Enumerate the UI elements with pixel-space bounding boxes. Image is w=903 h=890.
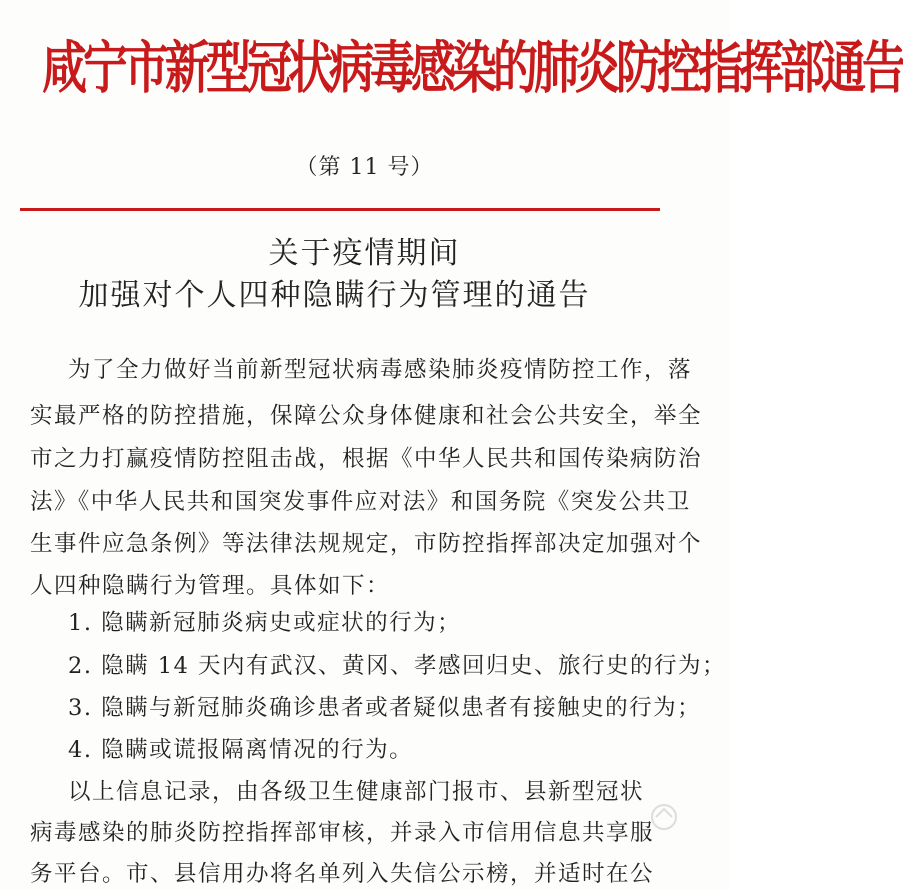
list-item-2: 2. 隐瞒 14 天内有武汉、黄冈、孝感回归史、旅行史的行为； xyxy=(68,653,727,679)
body-paragraph-line: 人四种隐瞒行为管理。具体如下： xyxy=(30,573,391,599)
body-paragraph-line: 病毒感染的肺炎防控指挥部审核，并录入市信用信息共享服 xyxy=(30,820,655,846)
list-item-4: 4. 隐瞒或谎报隔离情况的行为。 xyxy=(68,737,414,763)
list-item-3: 3. 隐瞒与新冠肺炎确诊患者或者疑似患者有接触史的行为； xyxy=(68,695,702,721)
body-paragraph-line: 为了全力做好当前新型冠状病毒感染肺炎疫情防控工作，落 xyxy=(68,357,693,383)
notice-title-line-1: 关于疫情期间 xyxy=(268,236,461,271)
document-number: （第 11 号） xyxy=(295,155,434,180)
watermark-logo-icon xyxy=(640,795,720,855)
body-paragraph-line: 实最严格的防控措施，保障公众身体健康和社会公共安全，举全 xyxy=(30,403,703,429)
notice-title-line-2: 加强对个人四种隐瞒行为管理的通告 xyxy=(78,278,591,313)
body-paragraph-line: 法》《中华人民共和国突发事件应对法》和国务院《突发公共卫 xyxy=(30,489,691,515)
body-paragraph-line: 以上信息记录，由各级卫生健康部门报市、县新型冠状 xyxy=(68,779,645,805)
body-paragraph-line: 务平台。市、县信用办将名单列入失信公示榜，并适时在公 xyxy=(30,861,655,887)
red-divider-line xyxy=(20,208,660,211)
body-paragraph-line: 市之力打赢疫情防控阻击战，根据《中华人民共和国传染病防治 xyxy=(30,446,703,472)
list-item-1: 1. 隐瞒新冠肺炎病史或症状的行为； xyxy=(68,610,462,636)
red-header-title: 咸宁市新型冠状病毒感染的肺炎防控指挥部通告 xyxy=(42,34,903,101)
body-paragraph-line: 生事件应急条例》等法律法规规定，市防控指挥部决定加强对个 xyxy=(30,531,703,557)
